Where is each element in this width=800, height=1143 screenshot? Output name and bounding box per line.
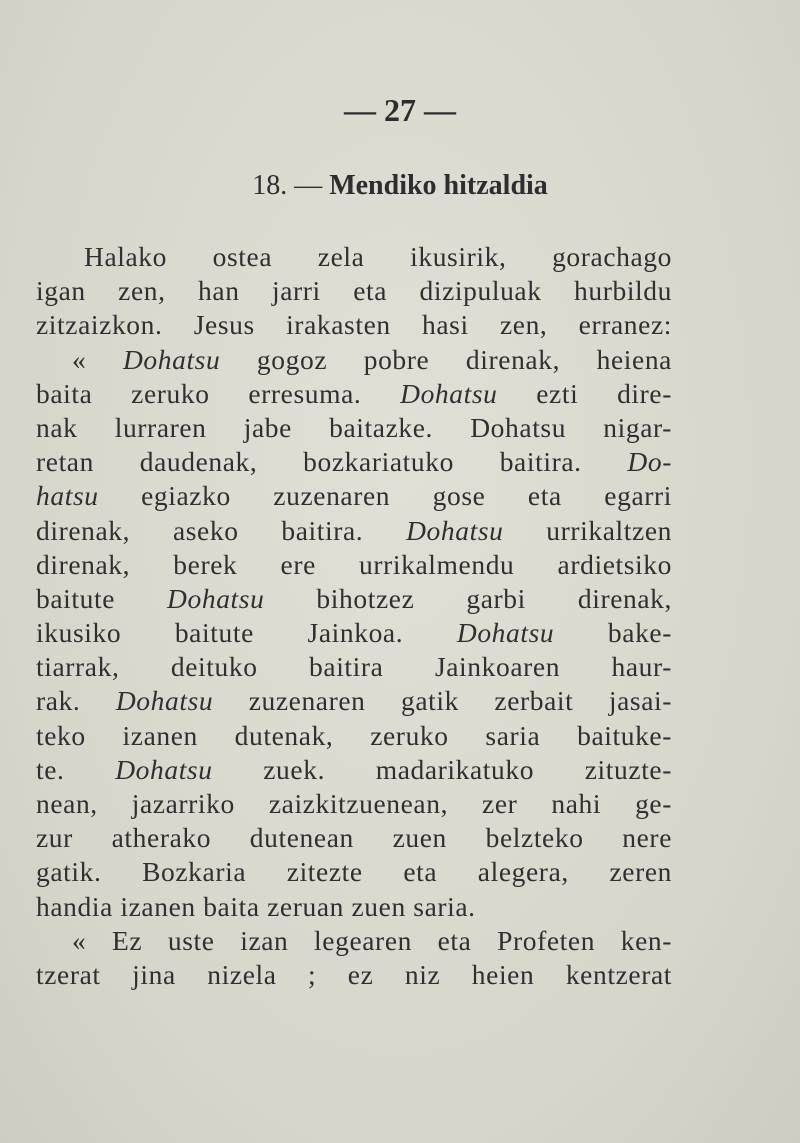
text-line: [36, 377, 672, 411]
text-line: [36, 274, 672, 308]
text-segment: gatik. Bozkaria zitezte eta alegera, zeren: [36, 856, 672, 888]
text-segment: zuek. madarikatuko zituzte-: [212, 753, 672, 785]
text-segment: urrikaltzen: [503, 514, 672, 546]
italic-segment: Dohatsu: [456, 617, 555, 649]
text-segment: handia izanen baita zeruan zuen saria.: [36, 890, 476, 922]
text-segment: baita zeruko erresuma.: [36, 377, 401, 409]
italic-segment: hatsu: [36, 480, 99, 512]
text-segment: «: [72, 343, 123, 375]
text-line: [36, 548, 672, 582]
text-line: [36, 719, 672, 753]
text-segment: te.: [36, 753, 116, 785]
text-segment: « Ez uste izan legearen eta Profeten ken-: [72, 924, 672, 956]
text-line: [36, 924, 672, 958]
text-line: [36, 753, 672, 787]
text-segment: direnak, berek ere urrikalmendu ardietsiko: [36, 548, 672, 580]
text-segment: igan zen, han jarri eta dizipuluak hurbildu: [36, 275, 672, 307]
text-line: [36, 616, 672, 650]
section-heading: [0, 170, 800, 202]
italic-segment: Do-: [627, 446, 672, 478]
text-segment: bake-: [554, 617, 672, 649]
text-segment: tiarrak, deituko baitira Jainkoaren haur-: [36, 651, 672, 683]
italic-segment: Dohatsu: [400, 377, 498, 409]
text-segment: egiazko zuzenaren gose eta egarri: [98, 480, 672, 512]
text-segment: direnak, aseko baitira.: [36, 514, 407, 546]
text-segment: tzerat jina nizela ; ez niz heien kentzerat: [36, 958, 672, 990]
section-title: Mendiko hitzaldia: [329, 170, 548, 201]
text-segment: zuzenaren gatik zerbait jasai-: [213, 685, 672, 717]
text-line: [36, 240, 672, 274]
text-line: [36, 343, 672, 377]
text-line: [36, 411, 672, 445]
text-segment: baitute: [36, 582, 168, 614]
text-segment: Halako ostea zela ikusirik, gorachago: [84, 241, 672, 272]
text-segment: teko izanen dutenak, zeruko saria baituke-: [36, 719, 672, 751]
section-number: 18.: [252, 170, 288, 201]
text-segment: nak lurraren jabe baitazke. Dohatsu nigar-: [36, 411, 672, 443]
page-number: — 27 —: [344, 92, 456, 128]
text-segment: bihotzez garbi direnak,: [264, 582, 672, 614]
body-text: [36, 240, 672, 992]
text-segment: nean, jazarriko zaizkitzuenean, zer nahi ge-: [36, 788, 672, 819]
section-dash: —: [294, 170, 323, 201]
text-line: [36, 855, 672, 889]
text-segment: gogoz pobre direnak, heiena: [220, 343, 672, 375]
text-segment: ikusiko baitute Jainkoa.: [36, 617, 457, 649]
text-segment: zur atherako dutenean zuen belzteko nere: [36, 822, 672, 854]
text-line: [36, 890, 672, 924]
text-segment: rak.: [36, 685, 116, 717]
text-line: [36, 582, 672, 616]
italic-segment: Dohatsu: [122, 343, 221, 375]
text-segment: zitzaizkon. Jesus irakasten hasi zen, erranez:: [36, 309, 672, 341]
text-line: [36, 445, 672, 479]
italic-segment: Dohatsu: [406, 514, 504, 546]
text-line: [36, 514, 672, 548]
text-line: [36, 821, 672, 855]
text-line: [36, 479, 672, 513]
text-segment: retan daudenak, bozkariatuko baitira.: [36, 446, 628, 478]
italic-segment: Dohatsu: [115, 753, 213, 785]
text-line: [36, 308, 672, 342]
text-line: [36, 958, 672, 992]
italic-segment: Dohatsu: [167, 582, 265, 614]
text-line: [36, 650, 672, 684]
italic-segment: Dohatsu: [115, 685, 214, 717]
text-segment: ezti dire-: [497, 377, 672, 409]
text-line: [36, 787, 672, 821]
text-line: [36, 684, 672, 718]
